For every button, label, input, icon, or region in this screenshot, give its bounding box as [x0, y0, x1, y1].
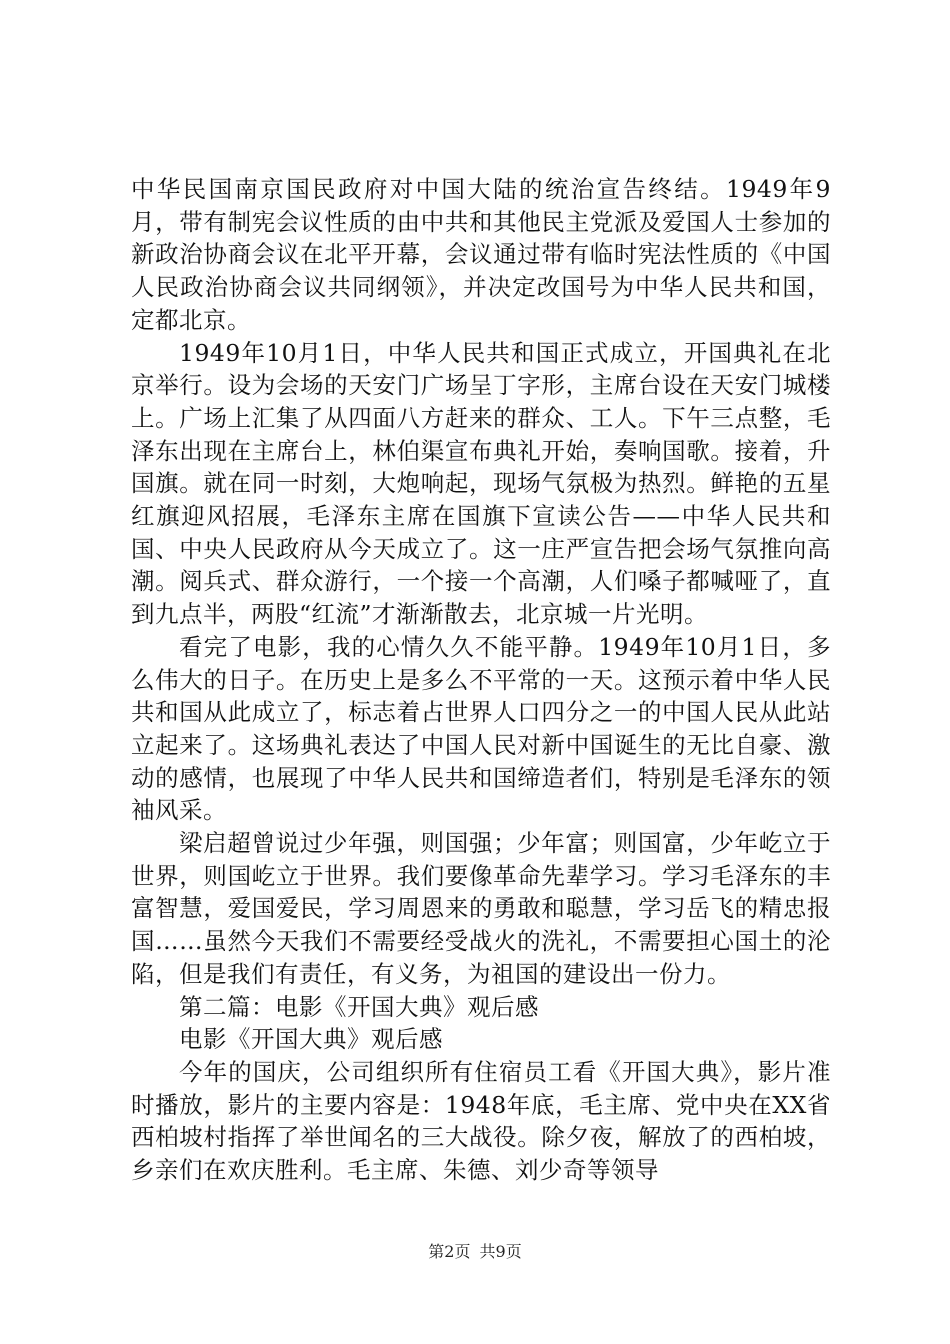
paragraph-1: 中华民国南京国民政府对中国大陆的统治宣告终结。1949年9月，带有制宪会议性质的由中共和其他民主党派及爱国人士参加的新政治协商会议在北平开幕，会议通过带有临时宪法性质的《中国人民政治协商会议共同纲领》，并决定改国号为中华人民共和国，定都北京。	[131, 175, 831, 334]
paragraph-2: 1949年10月1日，中华人民共和国正式成立，开国典礼在北京举行。设为会场的天安门广场呈丁字形，主席台设在天安门城楼上。广场上汇集了从四面八方赶来的群众、工人。下午三点整，毛泽东出现在主席台上，林伯渠宣布典礼开始，奏响国歌。接着，升国旗。就在同一时刻，大炮响起，现场气氛极为热烈。鲜艳的五星红旗迎风招展，毛泽东主席在国旗下宣读公告——中华人民共和国、中央人民政府从今天成立了。这一庄严宣告把会场气氛推向高潮。阅兵式、群众游行，一个接一个高潮，人们嗓子都喊哑了，直到九点半，两股“红流”才渐渐散去，北京城一片光明。	[131, 338, 831, 629]
article-title: 电影《开国大典》观后感	[179, 1025, 443, 1054]
paragraph-4: 梁启超曾说过少年强，则国强；少年富；则国富，少年屹立于世界，则国屹立于世界。我们要像革命先辈学习。学习毛泽东的丰富智慧，爱国爱民，学习周恩来的勇敢和聪慧，学习岳飞的精忠报国……虽然今天我们不需要经受战火的洗礼，不需要担心国土的沦陷，但是我们有责任，有义务，为祖国的建设出一份力。	[131, 829, 831, 988]
page-number: 第2页	[428, 1242, 471, 1261]
paragraph-3: 看完了电影，我的心情久久不能平静。1949年10月1日，多么伟大的日子。在历史上是多么不平常的一天。这预示着中华人民共和国从此成立了，标志着占世界人口四分之一的中国人民从此站立起来了。这场典礼表达了中国人民对新中国诞生的无比自豪、激动的感情，也展现了中华人民共和国缔造者们，特别是毛泽东的领袖风采。	[131, 632, 831, 825]
page-footer	[0, 1241, 950, 1263]
section-heading: 第二篇：电影《开国大典》观后感	[179, 992, 539, 1021]
document-body	[131, 173, 831, 1187]
paragraph-7: 今年的国庆，公司组织所有住宿员工看《开国大典》，影片准时播放，影片的主要内容是：1948年底，毛主席、党中央在XX省西柏坡村指挥了举世闻名的三大战役。除夕夜，解放了的西柏坡，乡亲们在欢庆胜利。毛主席、朱德、刘少奇等领导	[131, 1057, 831, 1185]
page-total: 共9页	[479, 1242, 522, 1261]
